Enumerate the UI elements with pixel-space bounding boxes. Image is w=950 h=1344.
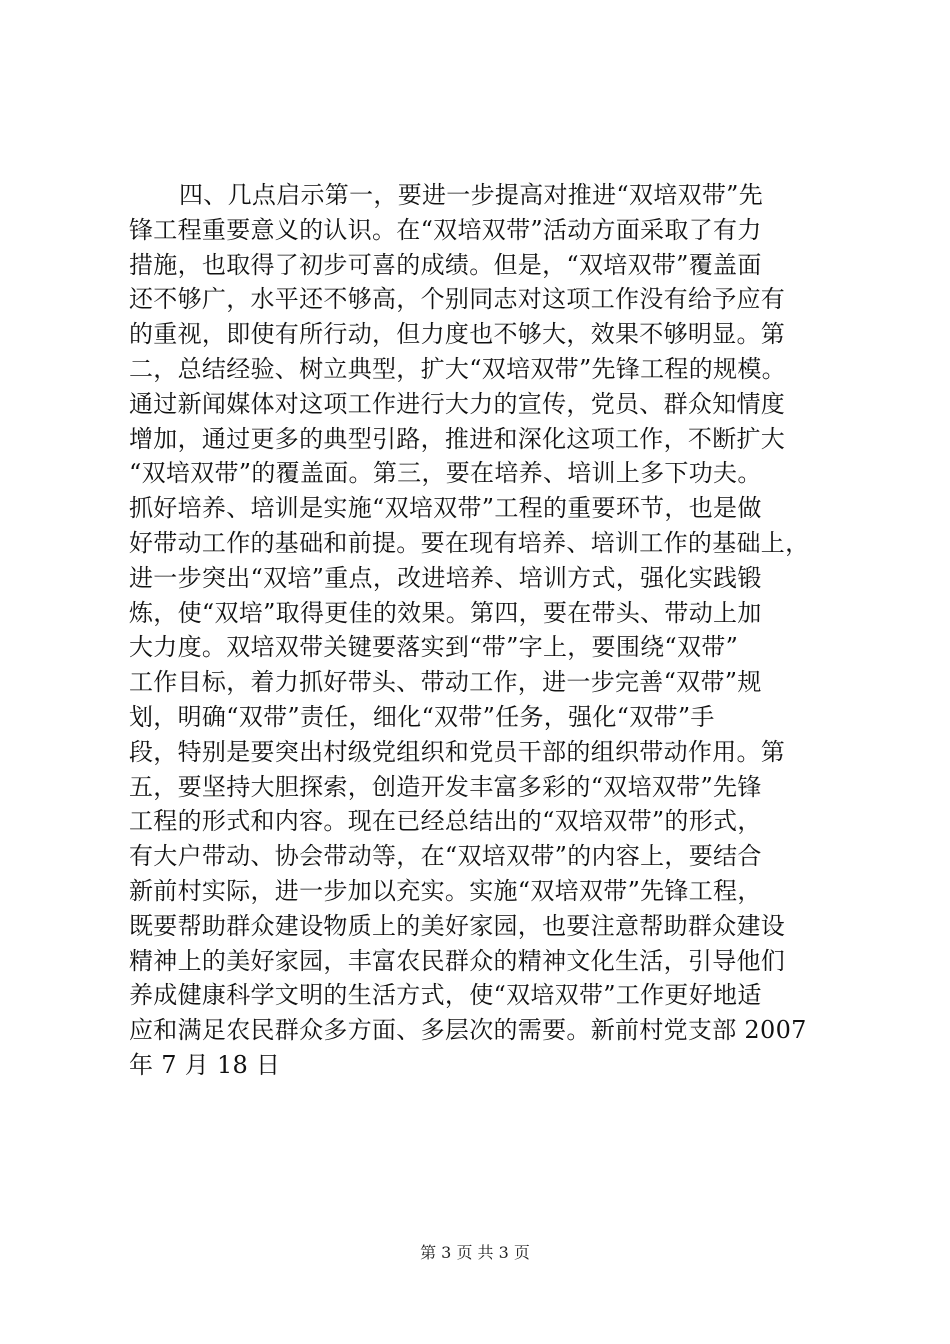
text-line: 大力度。双培双带关键要落实到“带”字上，要围绕“双带” bbox=[129, 633, 739, 662]
text-line: 新前村实际，进一步加以充实。实施“双培双带”先锋工程， bbox=[129, 876, 762, 905]
text-line: 工程的形式和内容。现在已经总结出的“双培双带”的形式， bbox=[129, 807, 762, 836]
text-line: 措施，也取得了初步可喜的成绩。但是，“双培双带”覆盖面 bbox=[129, 250, 762, 279]
text-line: 段，特别是要突出村级党组织和党员干部的组织带动作用。第 bbox=[129, 737, 786, 766]
text-line: 进一步突出“双培”重点，改进培养、培训方式，强化实践锻 bbox=[129, 563, 762, 592]
text-line: 精神上的美好家园，丰富农民群众的精神文化生活，引导他们 bbox=[129, 946, 786, 975]
text-line: 抓好培养、培训是实施“双培双带”工程的重要环节，也是做 bbox=[129, 494, 762, 523]
page-number-footer: 第 3 页 共 3 页 bbox=[420, 1243, 530, 1262]
text-line: 还不够广，水平还不够高，个别同志对这项工作没有给予应有 bbox=[129, 285, 786, 314]
text-line: 划，明确“双带”责任，细化“双带”任务，强化“双带”手 bbox=[129, 702, 715, 731]
text-line: 的重视，即使有所行动，但力度也不够大，效果不够明显。第 bbox=[129, 320, 786, 349]
text-line: 工作目标，着力抓好带头、带动工作，进一步完善“双带”规 bbox=[129, 668, 762, 697]
text-line: 年 7 月 18 日 bbox=[129, 1050, 281, 1079]
text-line: 五，要坚持大胆探索，创造开发丰富多彩的“双培双带”先锋 bbox=[129, 772, 762, 801]
text-line: “双培双带”的覆盖面。第三，要在培养、培训上多下功夫。 bbox=[129, 459, 762, 488]
text-line: 养成健康科学文明的生活方式，使“双培双带”工作更好地适 bbox=[129, 981, 762, 1010]
text-line: 既要帮助群众建设物质上的美好家园，也要注意帮助群众建设 bbox=[129, 911, 786, 940]
text-line: 锋工程重要意义的认识。在“双培双带”活动方面采取了有力 bbox=[129, 215, 762, 244]
text-line: 炼，使“双培”取得更佳的效果。第四，要在带头、带动上加 bbox=[129, 598, 762, 627]
text-line: 四、几点启示第一，要进一步提高对推进“双培双带”先 bbox=[179, 181, 764, 209]
text-line: 通过新闻媒体对这项工作进行大力的宣传，党员、群众知情度 bbox=[129, 389, 786, 418]
body-text bbox=[129, 178, 849, 1083]
text-line: 应和满足农民群众多方面、多层次的需要。新前村党支部 2007 bbox=[129, 1016, 807, 1045]
text-line: 增加，通过更多的典型引路，推进和深化这项工作，不断扩大 bbox=[129, 424, 786, 453]
text-line: 二，总结经验、树立典型，扩大“双培双带”先锋工程的规模。 bbox=[129, 354, 786, 383]
text-line: 有大户带动、协会带动等，在“双培双带”的内容上，要结合 bbox=[129, 842, 762, 871]
text-line: 好带动工作的基础和前提。要在现有培养、培训工作的基础上， bbox=[129, 528, 810, 557]
